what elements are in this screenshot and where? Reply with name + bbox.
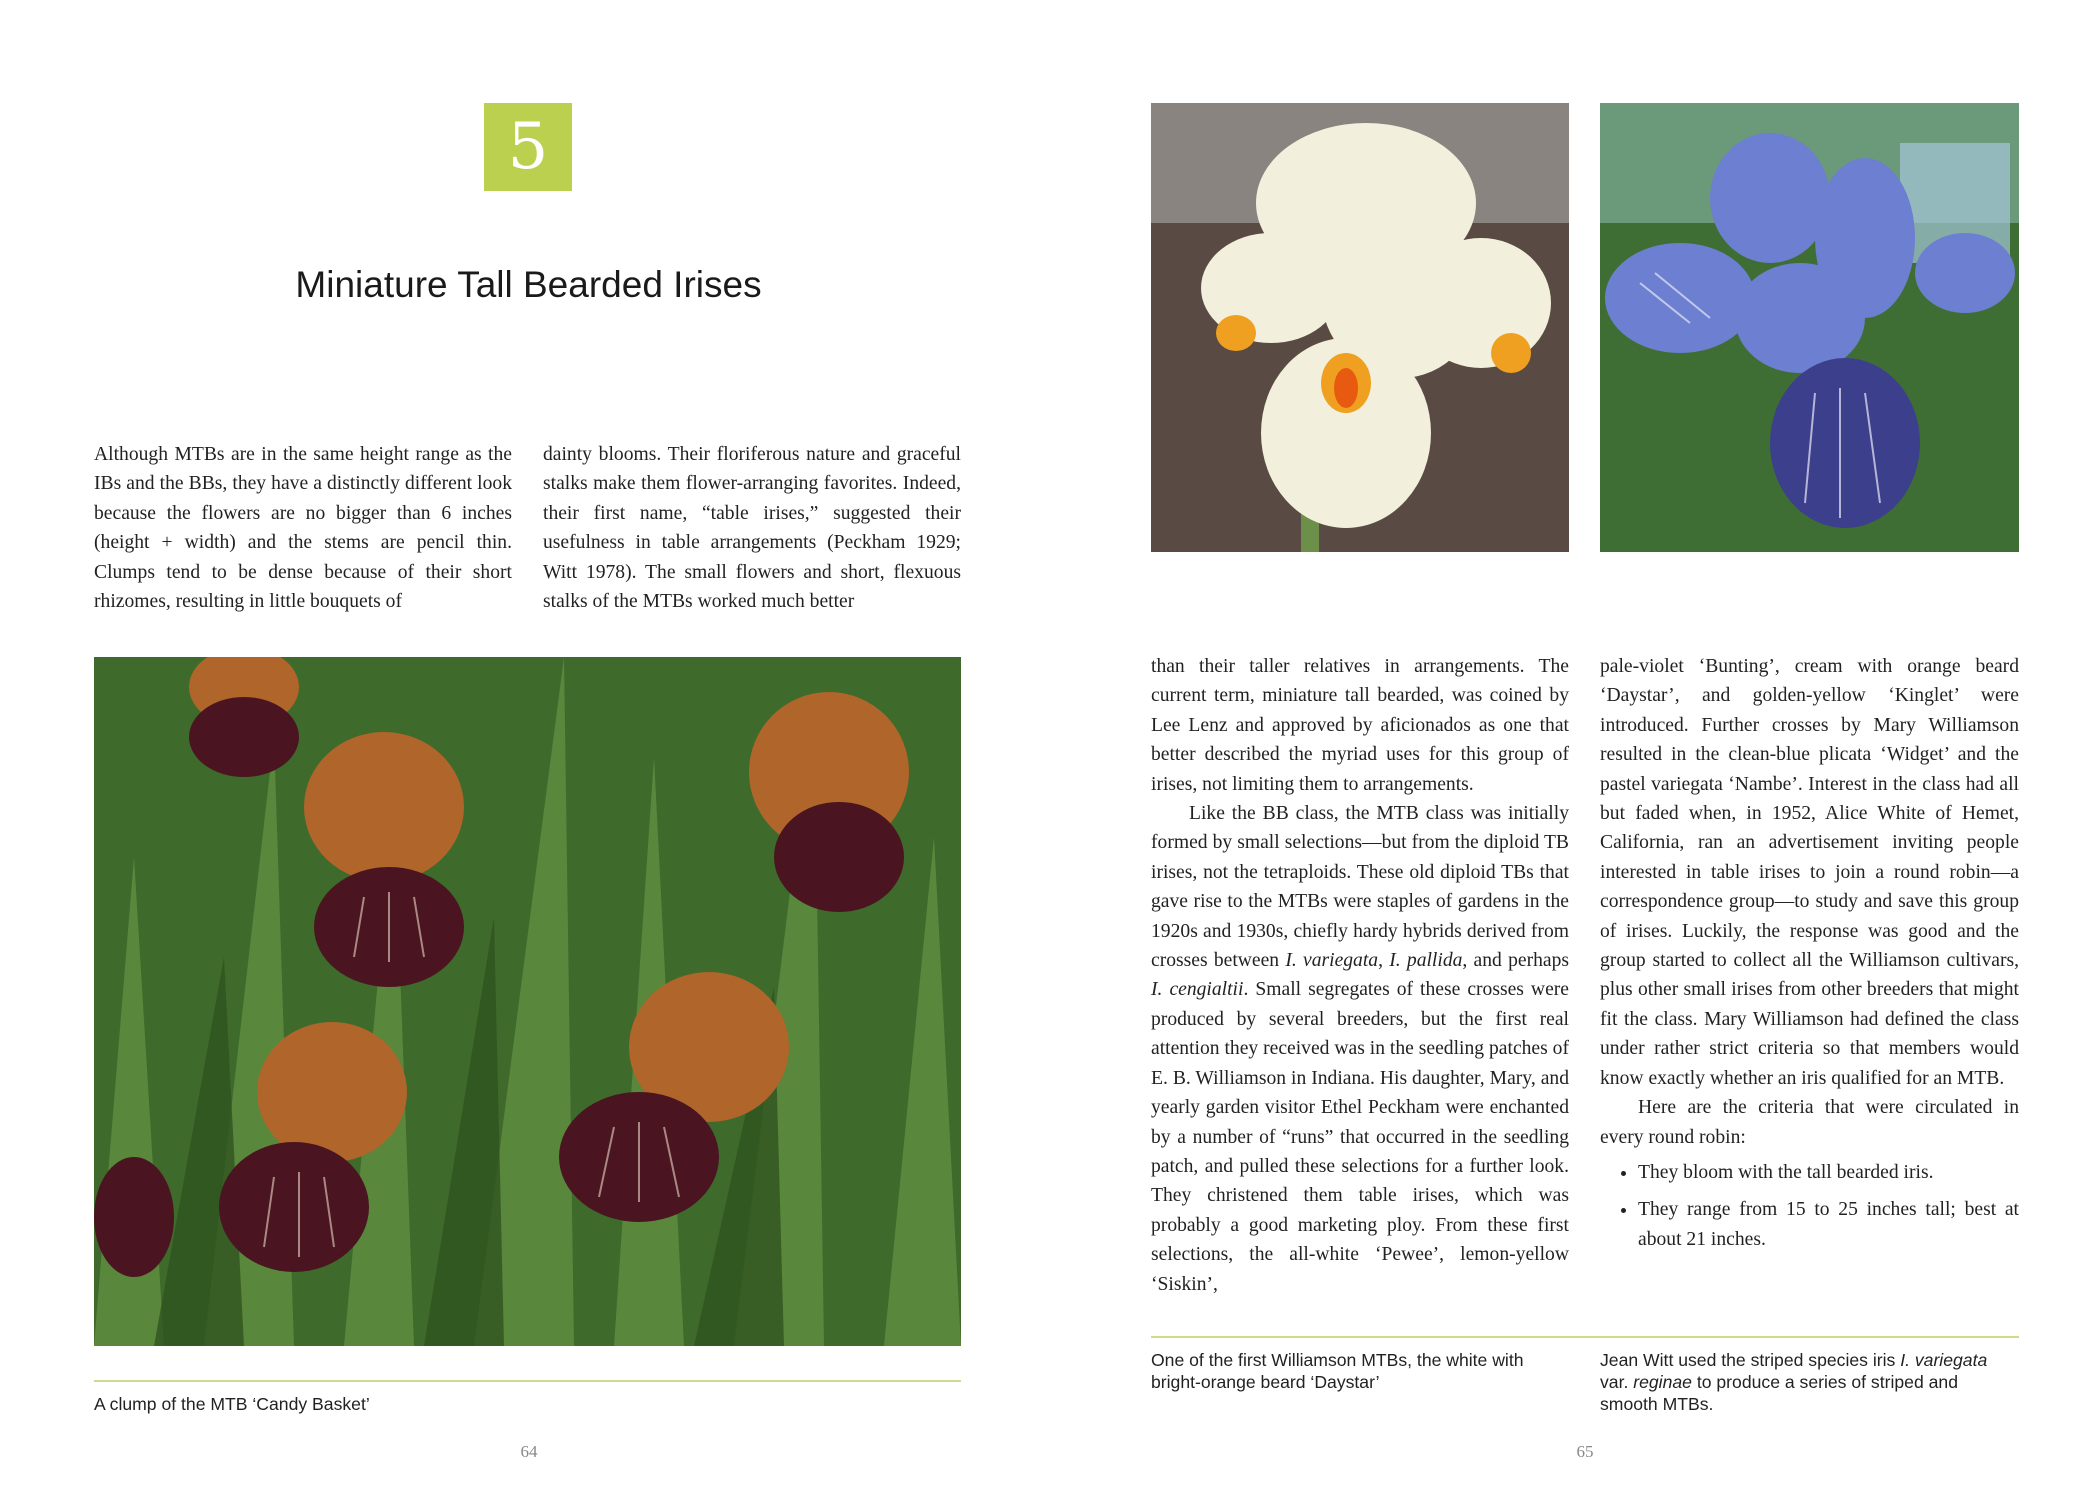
blue-iris-image — [1600, 103, 2019, 552]
species-name: I. variegata — [1900, 1350, 1988, 1370]
species-name: reginae — [1633, 1372, 1692, 1392]
text: to produce a series of striped and smooth MTBs. — [1600, 1372, 1958, 1414]
text: , — [1378, 950, 1390, 972]
page-number-right: 65 — [1576, 1442, 1594, 1461]
text: . Small segregates of these crosses were produced by several breeders, but the first real attention they received was in the seedling patches of E. B. Williamson in Indiana. His daughter, Mary, and yearly garden visitor Ethel Peckham were enchanted by a number of “runs” that occurred in the seedling patch, and pulled these selections for a further look. They christened them table irises, which was probably a good marketing ploy. From these first selections, the all-white ‘Pewee’, lemon-yellow ‘Siskin’, — [1151, 979, 1569, 1295]
photo-candy-basket — [94, 657, 961, 1346]
text: var. — [1600, 1372, 1634, 1392]
paragraph — [1151, 799, 1569, 1299]
list-item: • They range from 15 to 25 inches tall; best at about 21 inches. — [1638, 1195, 2019, 1254]
text: , and perhaps — [1462, 950, 1570, 972]
criteria-list — [1600, 1158, 2019, 1254]
photo-caption-variegata — [1600, 1349, 2019, 1415]
right-text-column-2 — [1600, 652, 2019, 1262]
species-name: I. variegata — [1285, 950, 1379, 972]
species-name: I. cengialtii — [1151, 979, 1244, 1001]
photo-variegata — [1600, 103, 2019, 552]
paragraph: pale-violet ‘Bunting’, cream with orange beard ‘Daystar’, and golden-yellow ‘Kinglet’ were introduced. Further crosses by Mary Williamson resulted in the clean-blue plicata ‘Widget’ and the pastel variegata ‘Nambe’. Interest in the class had all but faded when, in 1952, Alice White of Hemet, California, ran an advertisement inviting people interested in table irises to join a round robin—a correspondence group—to study and save this group of irises. Luckily, the response was good and the group started to collect all the Williamson cultivars, plus other small irises from other breeders that might fit the class. Mary Williamson had defined the class under rather strict criteria so that members would know exactly whether an iris qualified for an MTB. — [1600, 656, 2019, 1089]
text: Jean Witt used the striped species iris — [1600, 1350, 1901, 1370]
chapter-title: Miniature Tall Bearded Irises — [295, 264, 762, 305]
paragraph: than their taller relatives in arrangements. The current term, miniature tall bearded, was coined by Lee Lenz and approved by aficionados as one that better described the myriad uses for this group of irises, not limiting them to arrangements. — [1151, 656, 1569, 795]
photo-daystar — [1151, 103, 1569, 552]
text: Like the BB class, the MTB class was initially formed by small selections—but from the diploid TB irises, not the tetraploids. These old diploid TBs that gave rise to the MTBs were staples of gardens in the 1920s and 1930s, chiefly hardy hybrids derived from crosses between — [1151, 803, 1569, 972]
paragraph: Here are the criteria that were circulated in every round robin: — [1600, 1097, 2019, 1148]
page-number-left: 64 — [520, 1442, 538, 1461]
paragraph: dainty blooms. Their floriferous nature and graceful stalks make them flower-arranging favorites. Indeed, their first name, “table irises,” suggested their usefulness in table arrangements (Peckham 1929; Witt 1978). The small flowers and short, flexuous stalks of the MTBs worked much better — [543, 444, 961, 613]
chapter-number: 5 — [507, 110, 549, 184]
species-name: I. pallida — [1389, 950, 1463, 972]
left-text-column-2 — [543, 440, 961, 616]
caption-rule-left — [94, 1380, 961, 1382]
right-text-column-1 — [1151, 652, 1569, 1299]
paragraph: Although MTBs are in the same height range as the IBs and the BBs, they have a distinctly different look because the flowers are no bigger than 6 inches (height + width) and the stems are pencil thin. Clumps tend to be dense because of their short rhizomes, resulting in little bouquets of — [94, 444, 512, 613]
photo-caption-left: A clump of the MTB ‘Candy Basket’ — [94, 1394, 370, 1414]
white-iris-image — [1151, 103, 1569, 552]
caption-rule-right — [1151, 1336, 2019, 1338]
photo-caption-daystar: One of the first Williamson MTBs, the white with bright-orange beard ‘Daystar’ — [1151, 1350, 1524, 1392]
chapter-number-box — [484, 103, 572, 191]
iris-clump-image — [94, 657, 961, 1346]
left-text-column-1 — [94, 440, 512, 616]
list-item: • They bloom with the tall bearded iris. — [1638, 1158, 2019, 1187]
